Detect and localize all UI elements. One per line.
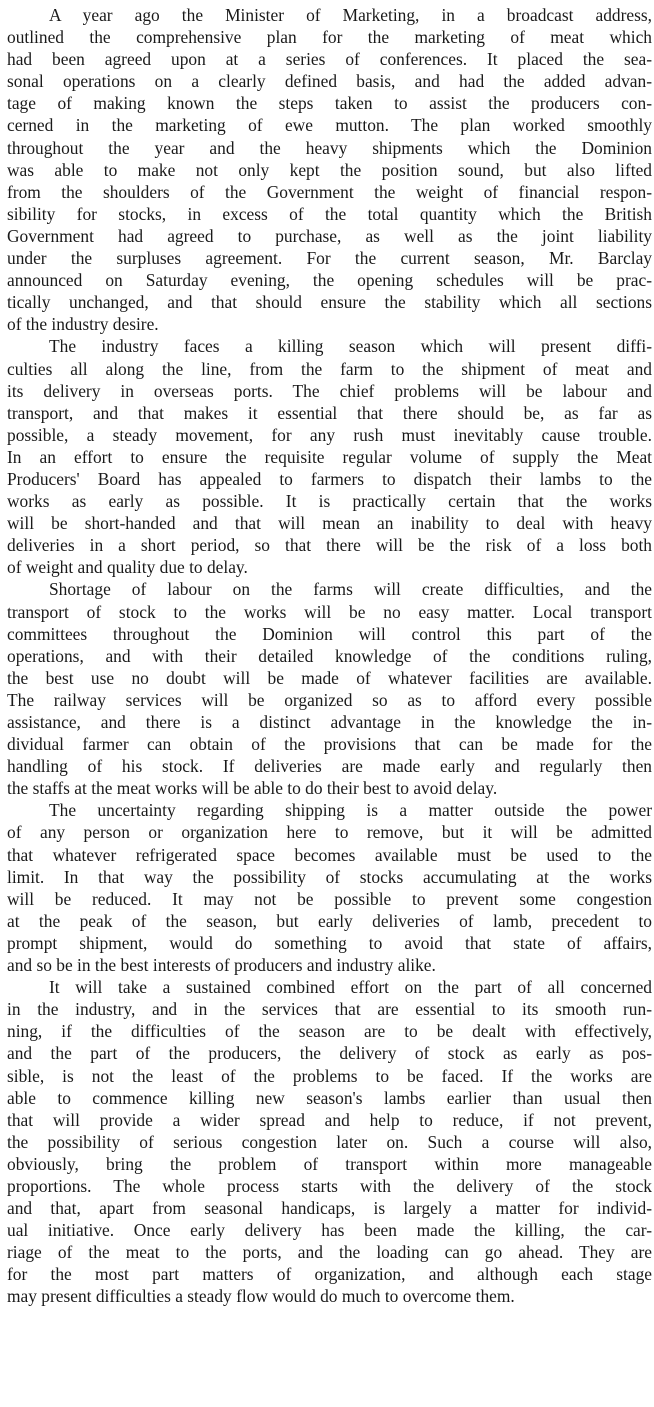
- text-line: prompt shipment, would do something to avoid that state of affairs,: [7, 932, 652, 953]
- text-line: The uncertainty regarding shipping is a matter outside the power: [49, 800, 652, 821]
- text-line: transport of stock to the works will be no easy matter. Local transport: [7, 601, 652, 622]
- text-line: outlined the comprehensive plan for the marketing of meat which: [7, 27, 652, 48]
- text-line: Shortage of labour on the farms will create difficulties, and the: [49, 579, 652, 600]
- text-line: and the part of the producers, the delivery of stock as early as pos-: [7, 1043, 652, 1064]
- text-line: The industry faces a killing season which will present diffi-: [49, 336, 652, 357]
- text-line: was able to make not only kept the position sound, but also lifted: [7, 159, 652, 180]
- text-line: proportions. The whole process starts with the delivery of the stock: [7, 1175, 652, 1196]
- text-line: tically unchanged, and that should ensure the stability which all sections: [7, 292, 652, 313]
- text-line: that will provide a wider spread and help to reduce, if not prevent,: [7, 1109, 652, 1130]
- text-line: transport, and that makes it essential that there should be, as far as: [7, 402, 652, 423]
- paragraph: [7, 799, 652, 976]
- paragraph: [7, 4, 652, 335]
- text-line: riage of the meat to the ports, and the loading can go ahead. They are: [7, 1242, 652, 1263]
- text-line: ning, if the difficulties of the season are to be dealt with effectively,: [7, 1021, 652, 1042]
- text-line: will be reduced. It may not be possible to prevent some congestion: [7, 888, 652, 909]
- text-line: of weight and quality due to delay.: [7, 557, 248, 578]
- text-line: In an effort to ensure the requisite regular volume of supply the Meat: [7, 446, 652, 467]
- text-line: handling of his stock. If deliveries are made early and regularly then: [7, 756, 652, 777]
- paragraph: [7, 335, 652, 578]
- text-line: able to commence killing new season's lambs earlier than usual then: [7, 1087, 652, 1108]
- text-line: works as early as possible. It is practically certain that the works: [7, 491, 652, 512]
- text-line: sonal operations on a clearly defined basis, and had the added advan-: [7, 71, 652, 92]
- text-line: at the peak of the season, but early deliveries of lamb, precedent to: [7, 910, 652, 931]
- text-line: obviously, bring the problem of transport within more manageable: [7, 1153, 652, 1174]
- text-line: of any person or organization here to remove, but it will be admitted: [7, 822, 652, 843]
- text-line: and so be in the best interests of producers and industry alike.: [7, 955, 436, 976]
- text-line: its delivery in overseas ports. The chief problems will be labour and: [7, 380, 652, 401]
- text-line: operations, and with their detailed knowledge of the conditions ruling,: [7, 645, 652, 666]
- paragraph: [7, 976, 652, 1307]
- text-line: tage of making known the steps taken to assist the producers con-: [7, 93, 652, 114]
- text-line: and that, apart from seasonal handicaps, is largely a matter for individ-: [7, 1198, 652, 1219]
- text-line: announced on Saturday evening, the opening schedules will be prac-: [7, 270, 652, 291]
- text-line: possible, a steady movement, for any rush must inevitably cause trouble.: [7, 424, 652, 445]
- text-line: throughout the year and the heavy shipments which the Dominion: [7, 137, 652, 158]
- text-line: assistance, and there is a distinct advantage in the knowledge the in-: [7, 712, 652, 732]
- text-line: A year ago the Minister of Marketing, in a broadcast address,: [49, 5, 652, 25]
- text-line: cerned in the marketing of ewe mutton. The plan worked smoothly: [7, 115, 652, 136]
- paragraph: [7, 578, 652, 799]
- text-line: It will take a sustained combined effort on the part of all concerned: [49, 977, 652, 998]
- text-line: the staffs at the meat works will be able to do their best to avoid delay.: [7, 778, 498, 799]
- text-line: culties all along the line, from the farm to the shipment of meat and: [7, 358, 652, 379]
- text-line: under the surpluses agreement. For the current season, Mr. Barclay: [7, 248, 652, 269]
- text-line: limit. In that way the possibility of stocks accumulating at the works: [7, 866, 652, 887]
- text-line: for the most part matters of organization, and although each stage: [7, 1264, 652, 1285]
- text-line: sibility for stocks, in excess of the total quantity which the British: [7, 203, 652, 224]
- text-line: ual initiative. Once early delivery has been made the killing, the car-: [7, 1220, 652, 1241]
- text-line: the possibility of serious congestion later on. Such a course will also,: [7, 1131, 652, 1152]
- text-line: will be short-handed and that will mean an inability to deal with heavy: [7, 513, 652, 534]
- text-line: Government had agreed to purchase, as well as the joint liability: [7, 225, 652, 246]
- text-line: that whatever refrigerated space becomes available must be used to the: [7, 844, 652, 865]
- text-line: sible, is not the least of the problems to be faced. If the works are: [7, 1065, 652, 1086]
- text-line: the best use no doubt will be made of whatever facilities are available.: [7, 667, 652, 688]
- text-line: from the shoulders of the Government the weight of financial respon-: [7, 181, 652, 202]
- article-body: [7, 4, 652, 1308]
- text-line: The railway services will be organized so as to afford every possible: [7, 689, 652, 710]
- text-line: had been agreed upon at a series of conferences. It placed the sea-: [7, 49, 652, 70]
- text-line: deliveries in a short period, so that there will be the risk of a loss both: [7, 535, 652, 556]
- text-line: dividual farmer can obtain of the provisions that can be made for the: [7, 734, 652, 755]
- text-line: Producers' Board has appealed to farmers to dispatch their lambs to the: [7, 468, 652, 489]
- text-line: of the industry desire.: [7, 314, 159, 335]
- text-line: committees throughout the Dominion will control this part of the: [7, 623, 652, 644]
- text-line: in the industry, and in the services that are essential to its smooth run-: [7, 999, 652, 1020]
- text-line: may present difficulties a steady flow would do much to overcome them.: [7, 1286, 515, 1307]
